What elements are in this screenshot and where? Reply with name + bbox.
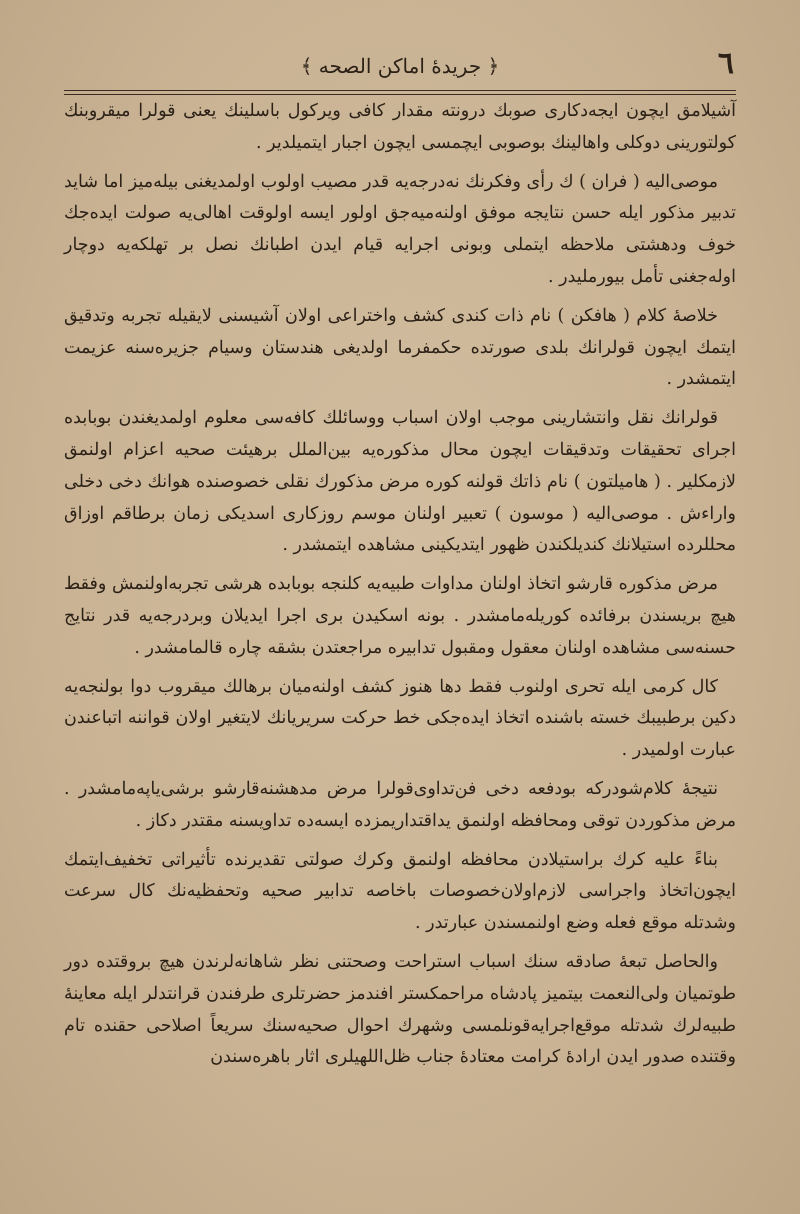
- paragraph: خلاصهٔ كلام ( هافكن ) نام ذات كندی كشف واختراعی اولان آشیسنی لایقیله تجربه وتدقیق ایتمك ایچون قولرانك بلدی صورتده حكمفرما اولدیغی هندستان وسیام جزیره‌سنه عزیمت ایتمشدر .: [64, 305, 736, 390]
- paragraph: آشیلامق ایچون ایجه‌دكاری صوبك درونته مقدار كافی ویركول باسلینك یعنی قولرا میقروبنك كولتورینی دوكلی واهالینك بوصوبی ایچمسی ایچون اجبار ایتمیلدیر .: [64, 101, 736, 153]
- article-body: [64, 96, 736, 1124]
- paragraph: والحاصل تبعهٔ صادقه سنك اسباب استراحت وصحتنی نظر شاهانه‌لرندن هیچ بروقتده دور طوتمیان ولی‌النعمت بیتمیز پادشاه مراحمكستر افندمز حضرتلری طرفندن قرانتدلر ایله معاینهٔ طبیه‌لرك شدتله موقع‌اجرایه‌قونلمسی وشهرك احوال صحیه‌سنك سریعاً اصلاحی حقنده تام وقتنده صدور ایدن ارادهٔ كرامت معتادهٔ جناب ظل‌اللهیلری اثار باهره‌سندن: [64, 951, 736, 1068]
- paragraph: مرض مذكوره قارشو اتخاذ اولنان مداوات طبیه‌یه كلنجه بوبابده هرشی تجربه‌اولنمش وفقط هیچ بریسندن برفائده كوریله‌مامشدر . بونه اسكیدن بری اجرا ایدیلان وبردرجه‌یه قدر نتایج حسنه‌سی مشاهده اولنان معقول ومقبول تدابیره مراجعتدن بشقه چاره قالمامشدر .: [64, 574, 736, 658]
- paragraph: نتیجهٔ كلام‌شودركه بودفعه دخی فن‌تداوی‌قولرا مرض مدهشنه‌قارشو برشی‌یاپه‌مامشدر . مرض مذكوردن توقی ومحافظه اولنمق یداقتداریمزده ایسه‌ده تداویسنه مقتدر دكاز .: [64, 778, 736, 831]
- header-rule-top: [64, 90, 736, 91]
- paragraph: موصی‌الیه ( فران ) ك رأی وفكرنك نه‌درجه‌یه قدر مصیب اولوب اولمدیغنی بیله‌میز اما شاید تدبیر مذكور ایله حسن نتایجه موفق اولنه‌میه‌جق اولور ایسه اولوقت اهالی‌یه صولت ایده‌جك خوف ودهشتی ملاحظه ایتملی وبونی اجرایه قیام ایدن اطبانك نصل بر تهلكه‌یه دوچار اوله‌جغنی تأمل بیورملیدر .: [64, 171, 736, 287]
- page-number: ٦: [717, 46, 734, 81]
- page-header: [62, 46, 738, 90]
- header-rule-bottom: [64, 94, 736, 95]
- journal-title: ﴿ جريدهٔ اماكن الصحه ﴾: [300, 54, 500, 78]
- paragraph: قولرانك نقل وانتشارینی موجب اولان اسباب ووسائلك كافه‌سی معلوم اولمدیغندن بوبابده اجرای تحقیقات وتدقیقات ایچون محال مذكوره‌یه بین‌الملل برهیئت صحیه اعزام اولنمق لازمكلیر . ( هامیلتون ) نام ذاتك قولنه كوره مرض مذكورك نقلی خصوصنده هوانك دخی دخلی واراءش . موصی‌الیه ( موسون ) تعبیر اولنان موسم روزكاری اسدیكی زمان برطاقم اوزاق محللرده استیلانك كندیلكندن ظهور ایتدیكینی مشاهده ایتمشدر .: [64, 408, 736, 556]
- paragraph: كال كرمی ایله تحری اولنوب فقط دها هنوز كشف اولنه‌میان برهالك میقروب دوا بولنجه‌یه دكین برطبیبك خسته باشنده اتخاذ ایده‌جكی خط حركت سریریانك لایتغیر اولان قواننه اتباعندن عبارت اولمیدر .: [64, 676, 736, 761]
- paragraph: بناءً علیه كرك براستیلادن محافظه اولنمق وكرك صولتی تقدیرنده تأثیراتی تخفیف‌ایتمك ایچون‌اتخاذ واجراسی لازم‌اولان‌خصوصات باخاصه تدابیر صحیه وتحفظیه‌نك كال سرعت وشدتله موقع فعله وضع اولنمسندن عبارتدر .: [64, 849, 736, 934]
